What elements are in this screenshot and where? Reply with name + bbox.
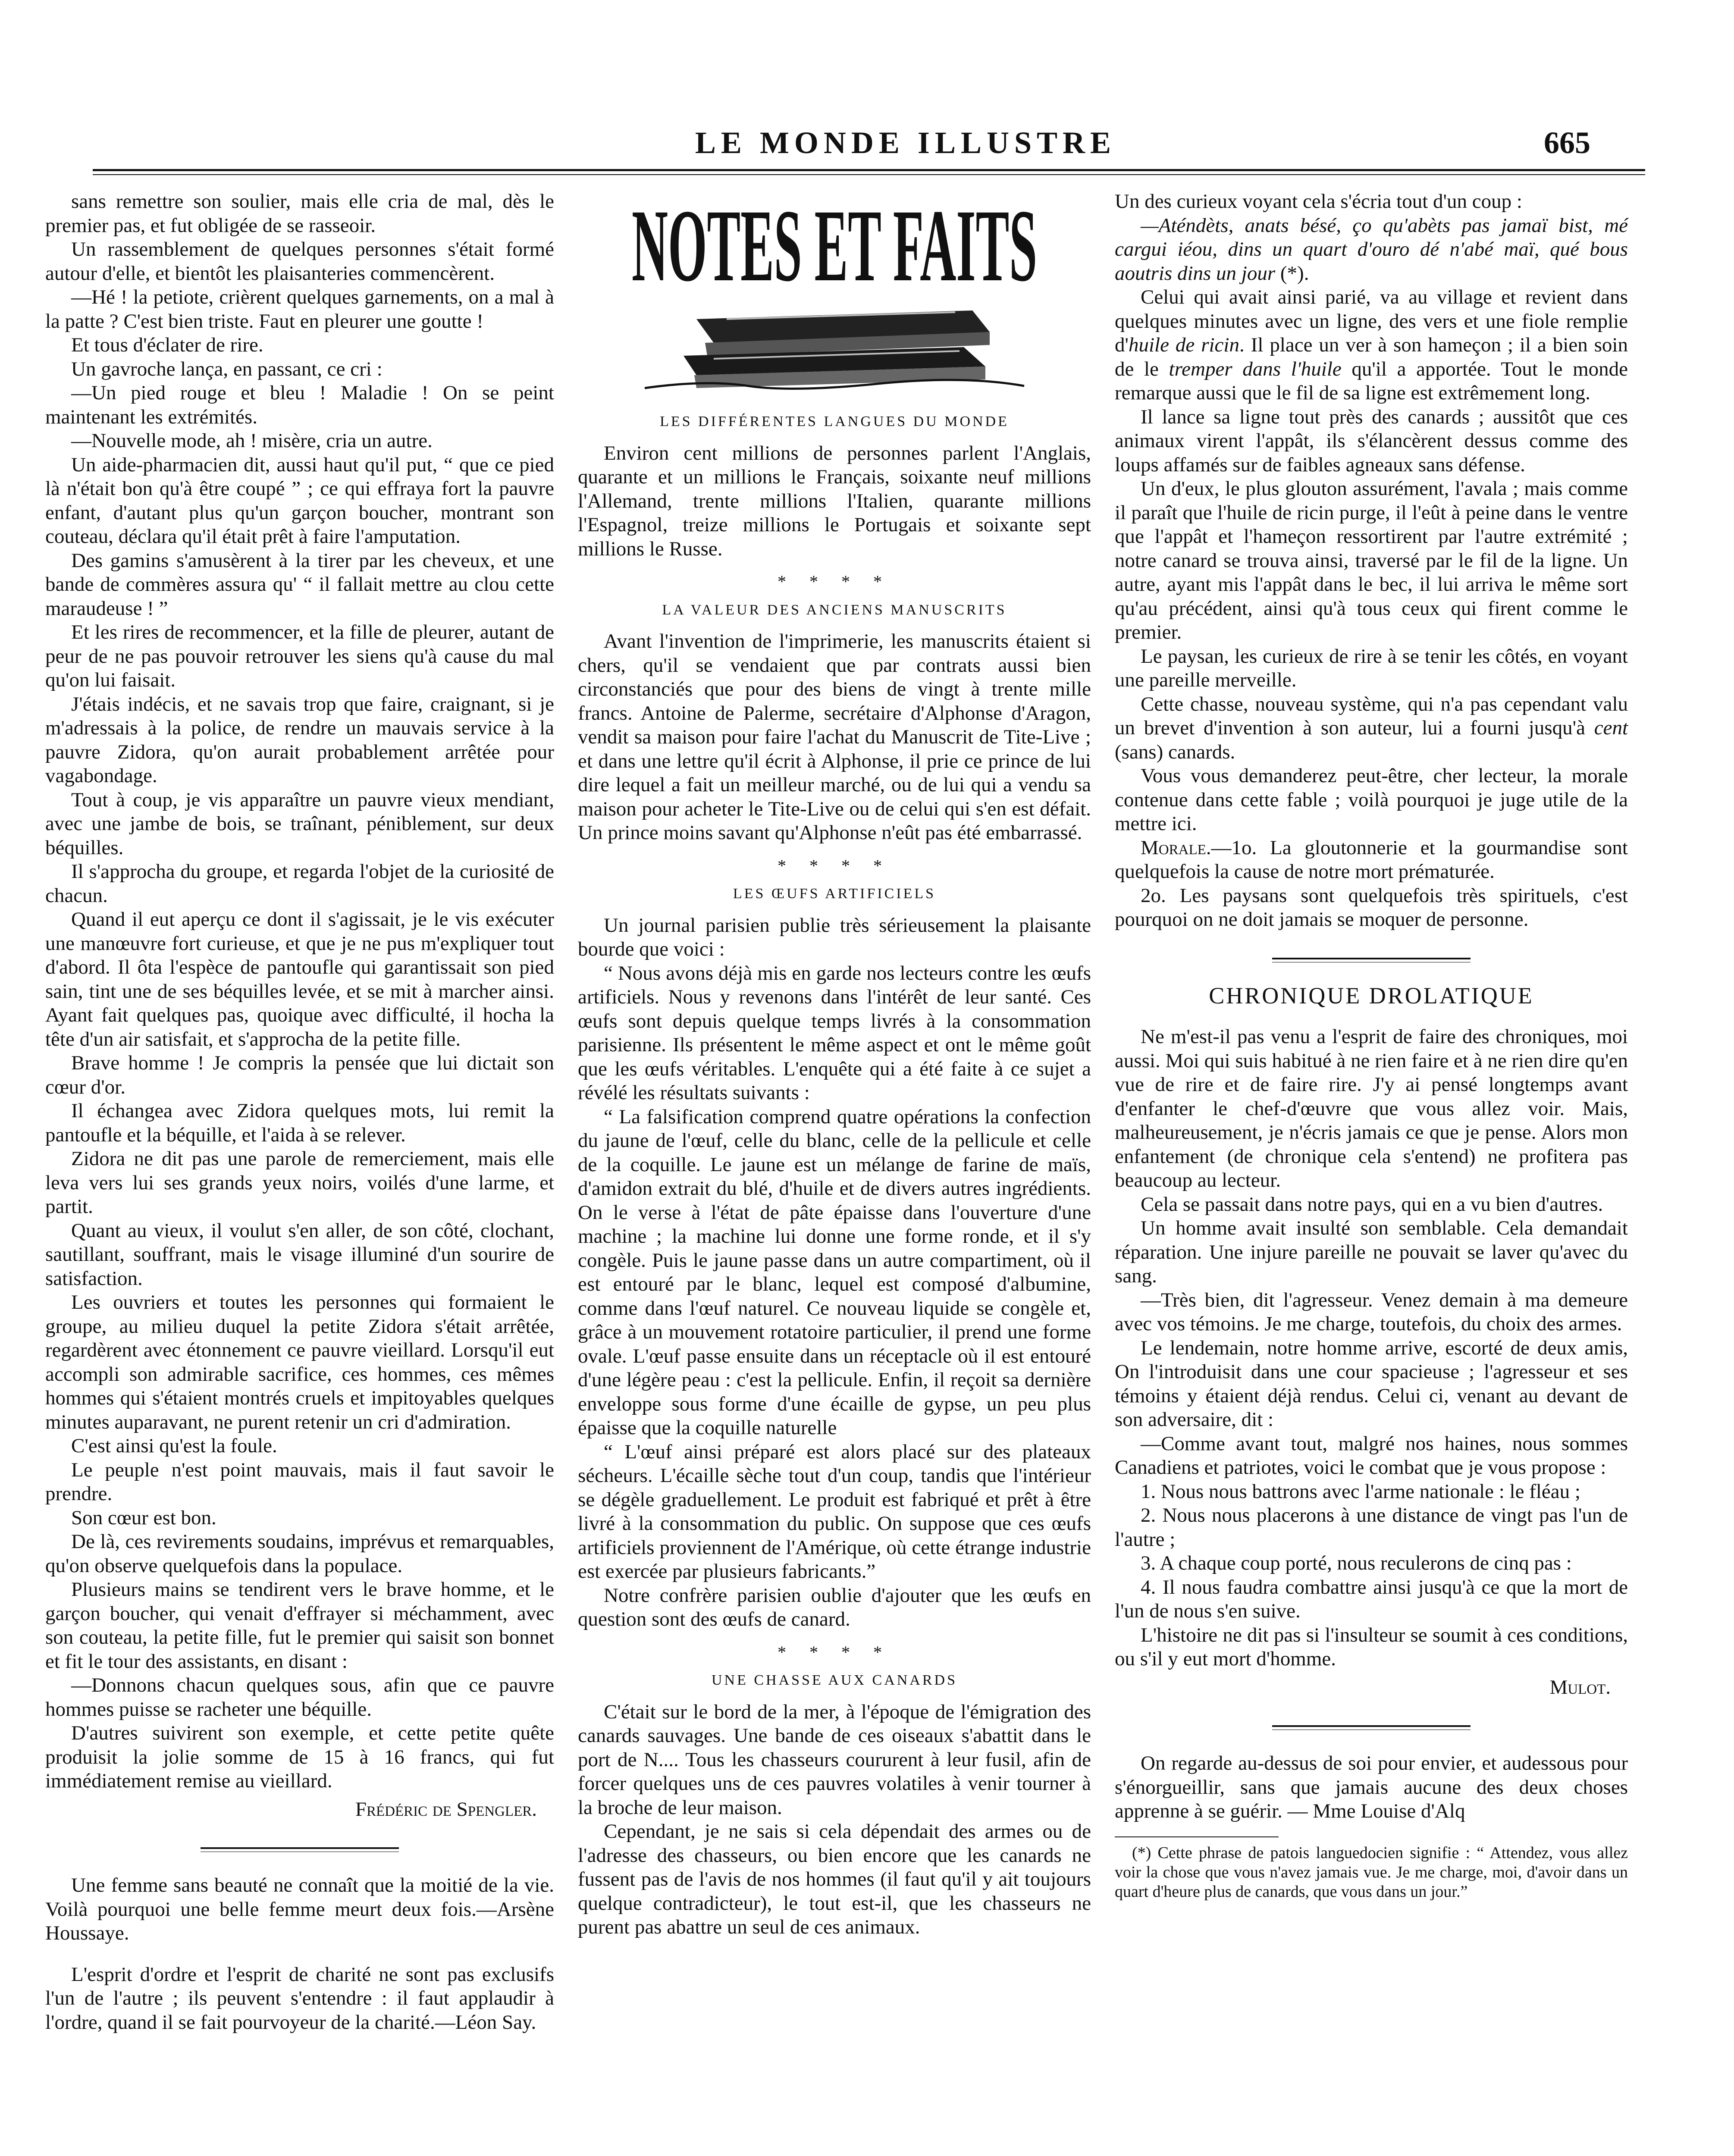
paragraph: Un journal parisien publie très sérieusement la plaisante bourde que voici : [578, 914, 1091, 960]
paragraph: Un homme avait insulté son semblable. Cela demandait réparation. Une injure pareille ne pouvait se laver qu'avec du sang. [1115, 1217, 1628, 1287]
section-separator [1272, 1725, 1471, 1730]
patois-text: —Aténdèts, anats bésé, ço qu'abèts pas jamaï bist, mé cargui iéou, dins un quart d'ouro dé n'abé maï, qué bous aoutris dins un jour [1115, 214, 1628, 285]
paragraph: Ne m'est-il pas venu a l'esprit de faire des chroniques, moi aussi. Moi qui suis habitué à ne rien faire et à ne rien dire qu'en vue de rire et de faire rire. J'y ai pensé longtemps avant d'enfanter le chef-d'œuvre que vous allez voir. Mais, malheureusement, je n'écris jamais ce que je pense. Alors mon enfantement (de chronique cela s'entend) ne profitera pas beaucoup au lecteur. [1115, 1025, 1628, 1191]
paragraph: L'histoire ne dit pas si l'insulteur se soumit à ces conditions, ou s'il y eut mort d'homme. [1115, 1623, 1628, 1670]
paragraph: Des gamins s'amusèrent à la tirer par les cheveux, et une bande de commères assura qu' “ il fallait mettre au clou cette maraudeuse ! ” [45, 549, 554, 620]
column-1 [45, 190, 554, 2034]
paragraph: 3. A chaque coup porté, nous reculerons de cinq pas : [1141, 1552, 1572, 1574]
paragraph: “ L'œuf ainsi préparé est alors placé sur des plateaux sécheurs. L'écaille sèche tout d'un coup, tandis que l'intérieur se dégèle graduellement. Le produit est fabriqué et prêt à être livré à la consommation du public. On suppose que ces œufs artificiels proviennent de l'Amérique, où cette étrange industrie est exercée par plusieurs fabricants.” [578, 1440, 1091, 1583]
chronique-paragraphs [1115, 1025, 1628, 1671]
column-2 [578, 190, 1091, 1940]
footnote-text: (*) Cette phrase de patois languedocien signifie : “ Attendez, vous allez voir la chose que vous n'avez jamais vue. Je me charge, moi, d'avoir dans un quart d'heure plus de canards, que vous dans un jour.” [1115, 1843, 1628, 1901]
paragraph: C'était sur le bord de la mer, à l'époque de l'émigration des canards sauvages. Une bande de ces oiseaux s'abattit dans le port de N.... Tous les chasseurs coururent à leur fusil, afin de forcer quelques uns de ces pauvres volatiles à venir tourner à la broche de leur maison. [578, 1700, 1091, 1819]
header-rule [93, 169, 1645, 171]
text-run: (sans) canards. [1115, 740, 1235, 763]
ricin-paragraph [1115, 285, 1628, 405]
paragraph: Le lendemain, notre homme arrive, escorté de deux amis, On l'introduisit dans une cour spacieuse ; l'agresseur et ses témoins y étaient déjà rendus. Celui ci, venant au devant de son adversaire, dit : [1115, 1336, 1628, 1431]
paragraph: Un d'eux, le plus glouton assurément, l'avala ; mais comme il paraît que l'huile de ricin purge, il l'eût à peine dans le ventre que l'appât et l'hameçon ressortirent par l'autre extrémité ; notre canard se trouva ainsi, traversé par le fil de la ligne. Un autre, ayant mis l'appât dans le bec, il lui arriva le même sort qu'au précédent, ainsi qu'à tous ceux qui firent comme le premier. [1115, 477, 1628, 643]
paragraph: Notre confrère parisien oublie d'ajouter que les œufs en question sont des œufs de canard. [578, 1584, 1091, 1630]
notes-sections [578, 410, 1091, 1940]
reader-paragraphs [1115, 764, 1628, 836]
paragraph: Le peuple n'est point mauvais, mais il faut savoir le prendre. [45, 1458, 554, 1505]
paragraph: 4. Il nous faudra combattre ainsi jusqu'à ce que la mort de l'un de nous s'en suive. [1115, 1576, 1628, 1622]
chronique-signature: Mulot. [1549, 1676, 1611, 1698]
paragraph: —Comme avant tout, malgré nos haines, nous sommes Canadiens et patriotes, voici le combat que je vous propose : [1115, 1432, 1628, 1479]
text-run: qu'il a apportée. Tout le monde remarque aussi que le fil de sa ligne est extrêmement long. [1115, 357, 1628, 404]
paragraph: Quant au vieux, il voulut s'en aller, de son côté, clochant, sautillant, souffrant, mais le visage illuminé d'un sourire de satisfaction. [45, 1219, 554, 1290]
paragraph: Et les rires de recommencer, et la fille de pleurer, autant de peur de ne pas pouvoir retrouver les siens qu'à cause du mal qu'on lui faisait. [45, 621, 554, 691]
story-signature: Frédéric de Spengler. [355, 1798, 537, 1821]
paragraph: 2. Nous nous placerons à une distance de vingt pas l'un de l'autre ; [1115, 1504, 1628, 1551]
paragraph: —Un pied rouge et bleu ! Maladie ! On se peint maintenant les extrémités. [45, 382, 554, 428]
paragraph: Tout à coup, je vis apparaître un pauvre vieux mendiant, avec une jambe de bois, se traînant, péniblement, sur deux béquilles. [45, 788, 554, 859]
paragraph: Plusieurs mains se tendirent vers le brave homme, et le garçon boucher, qui venait d'effrayer si méchamment, avec son couteau, la petite fille, fut le premier qui saisit son bonnet et fit le tour des assistants, en disant : [45, 1578, 554, 1673]
morale-label: Morale. [1141, 836, 1211, 859]
maxim-houssaye: Une femme sans beauté ne connaît que la moitié de la vie. Voilà pourquoi une belle femme meurt deux fois.—Arsène Houssaye. [45, 1874, 554, 1944]
section-separator [201, 1847, 399, 1852]
text-run-italic: tremper dans l'huile [1169, 357, 1342, 380]
paragraph: Brave homme ! Je compris la pensée que lui dictait son cœur d'or. [45, 1052, 554, 1098]
stacked-books-illustration [619, 190, 1050, 392]
footnote-rule [1115, 1836, 1279, 1837]
paragraph: Son cœur est bon. [71, 1506, 216, 1529]
maxim-say: L'esprit d'ordre et l'esprit de charité ne sont pas exclusifs l'un de l'autre ; ils peuvent s'entendre : il faut applaudir à l'ordre, quand il se fait pourvoyeur de la charité.—Léon Say. [45, 1963, 554, 2034]
paragraph: Zidora ne dit pas une parole de remerciement, mais elle leva vers lui ses grands yeux noirs, voilés d'une larme, et partit. [45, 1147, 554, 1218]
text-run-italic: huile de ricin [1128, 334, 1239, 356]
story-paragraphs [45, 190, 554, 1793]
paragraph: Cependant, je ne sais si cela dépendait des armes ou de l'adresse des chasseurs, ou bien encore que les canards ne fussent pas de l'avis de nos hommes (il faut qu'il y ait toujours quelque contradicteur), le tout est-il, que les chasseurs ne purent pas abattre un seul de ces animaux. [578, 1820, 1091, 1938]
text-run: . Il place un ver à son hameçon ; il a bien soin de le [1115, 334, 1628, 380]
morale-1 [1115, 836, 1628, 884]
paragraph: Environ cent millions de personnes parlent l'Anglais, quarante et un millions le Français, soixante neuf millions l'Allemand, trente millions l'Italien, quarante millions l'Espagnol, treize millions le Portugais et soixante sept millions le Russe. [578, 442, 1091, 560]
paragraph: J'étais indécis, et ne savais trop que faire, craignant, si je m'adressais à la police, de rendre un mauvais service à la pauvre Zidora, qu'on aurait probablement arrêtée pour vagabondage. [45, 693, 554, 787]
section-separator [1272, 958, 1471, 962]
header-rule-thin [93, 174, 1645, 175]
footnote-mark: (*). [1275, 262, 1309, 285]
section-heading: LES ŒUFS ARTIFICIELS [733, 886, 936, 902]
page-number: 665 [1544, 125, 1590, 160]
paragraph: —Hé ! la petiote, crièrent quelques garnements, on a mal à la patte ? C'est bien triste. Faut en pleurer une goutte ! [45, 286, 554, 332]
duck-paragraphs [1115, 405, 1628, 693]
section-heading: LA VALEUR DES ANCIENS MANUSCRITS [662, 602, 1007, 618]
stars-separator: * * * * [778, 572, 891, 591]
paragraph: Et tous d'éclater de rire. [71, 334, 263, 356]
paragraph: Un gavroche lança, en passant, ce cri : [71, 357, 383, 380]
text-run-italic: cent [1594, 717, 1628, 739]
patois-quote [1115, 214, 1628, 286]
paragraph: De là, ces revirements soudains, imprévus et remarquables, qu'on observe quelquefois dans la populace. [45, 1530, 554, 1577]
paragraph: Il s'approcha du groupe, et regarda l'objet de la curiosité de chacun. [45, 860, 554, 907]
paragraph: —Donnons chacun quelques sous, afin que ce pauvre hommes puisse se racheter une béquille. [45, 1674, 554, 1720]
column-3 [1115, 190, 1628, 1902]
text-run: Cette chasse, nouveau système, qui n'a pas cependant valu un brevet d'invention à son auteur, lui a fourni jusqu'à [1115, 693, 1628, 739]
paragraph: Un rassemblement de quelques personnes s'était formé autour d'elle, et bientôt les plaisanteries commencèrent. [45, 238, 554, 285]
paragraph: D'autres suivirent son exemple, et cette petite quête produisit la jolie somme de 15 à 16 francs, qui fut immédiatement remise au vieillard. [45, 1722, 554, 1792]
paragraph: Il lance sa ligne tout près des canards ; aussitôt que ces animaux virent l'appât, ils s'élancèrent dessus comme des loups affamés sur de faibles agneaux sans défense. [1115, 405, 1628, 476]
notes-et-faits-logo [619, 190, 1050, 392]
curious-intro: Un des curieux voyant cela s'écria tout d'un coup : [1115, 190, 1522, 213]
paragraph: Le paysan, les curieux de rire à se tenir les côtés, en voyant une pareille merveille. [1115, 645, 1628, 691]
paragraph: Cela se passait dans notre pays, qui en a vu bien d'autres. [1141, 1193, 1603, 1216]
paragraph: Quand il eut aperçu ce dont il s'agissait, je le vis exécuter une manœuvre fort curieuse, et que je ne pus m'expliquer tout d'abord. Il ôta l'espèce de pantoufle qui garantissait son pied sain, tint une de ses béquilles levée, et se mit à marcher ainsi. Ayant fait quelques pas, quoique avec difficulté, il hocha la tête d'un air satisfait, et s'approcha de la petite fille. [45, 908, 554, 1050]
chronique-title: CHRONIQUE DROLATIQUE [1209, 982, 1534, 1009]
section-heading: LES DIFFÉRENTES LANGUES DU MONDE [660, 414, 1009, 429]
logo-lettering: NOTES ET FAITS [632, 190, 1037, 303]
paragraph: C'est ainsi qu'est la foule. [71, 1435, 277, 1457]
paragraph: Vous vous demanderez peut-être, cher lecteur, la morale contenue dans cette fable ; voilà pourquoi je juge utile de la mettre ici. [1115, 765, 1628, 835]
paragraph: —Nouvelle mode, ah ! misère, cria un autre. [71, 429, 433, 452]
paragraph: Il échangea avec Zidora quelques mots, lui remit la pantoufle et la béquille, et l'aida à se relever. [45, 1100, 554, 1146]
stars-separator: * * * * [778, 856, 891, 875]
footnote [1115, 1843, 1628, 1902]
stars-separator: * * * * [778, 1642, 891, 1662]
text-run: —1o. La gloutonnerie et la gourmandise sont quelquefois la cause de notre mort prématurée. [1115, 836, 1628, 883]
paragraph: “ Nous avons déjà mis en garde nos lecteurs contre les œufs artificiels. Nous y revenons dans l'intérêt de leur santé. Ces œufs sont depuis quelque temps livrés à la consommation parisienne. Ils présentent le même aspect et ont le même goût que les œufs véritables. L'enquête qui a été faite à ce sujet a révélé les résultats suivants : [578, 962, 1091, 1104]
paragraph: sans remettre son soulier, mais elle cria de mal, dès le premier pas, et fut obligée de se rasseoir. [45, 190, 554, 237]
paragraph: Un aide-pharmacien dit, aussi haut qu'il put, “ que ce pied là n'était bon qu'à être coupé ” ; ce qui effraya fort la pauvre enfant, d'autant plus qu'un garçon boucher, montrant son couteau, déclara qu'il était prêt à faire l'amputation. [45, 453, 554, 548]
chasse-paragraph [1115, 693, 1628, 765]
text-run: Celui qui avait ainsi parié, va au village et revient dans quelques minutes avec un ligne, des vers et une fiole remplie d' [1115, 286, 1628, 356]
paragraph: Avant l'invention de l'imprimerie, les manuscrits étaient si chers, qu'il se vendaient que par contrats aussi bien circonstanciés que pour des biens de vingt à trente mille francs. Antoine de Palerme, secrétaire d'Alphonse d'Aragon, vendit sa maison pour faire l'achat du Manuscrit de Tite-Live ; et dans une lettre qu'il écrit à Alphonse, il prie ce prince de lui dire lequel a fait un meilleur marché, ou de lui qui a vendu sa maison pour acheter le Tite-Live ou de celui qui s'en est défait. Un prince moins savant qu'Alphonse n'eût pas été embarrassé. [578, 630, 1091, 844]
paragraph: —Très bien, dit l'agresseur. Venez demain à ma demeure avec vos témoins. Je me charge, toutefois, du choix des armes. [1115, 1288, 1628, 1335]
closing-maxim: On regarde au-dessus de soi pour envier, et audessous pour s'énorgueillir, sans que jamais aucune des deux choses apprenne à se guérir. — Mme Louise d'Alq [1115, 1752, 1628, 1822]
section-heading: UNE CHASSE AUX CANARDS [711, 1672, 957, 1688]
paragraph: Les ouvriers et toutes les personnes qui formaient le groupe, au milieu duquel la petite Zidora s'était arrêtée, regardèrent avec étonnement ce pauvre vieillard. Lorsqu'il eut accompli son admirable sacrifice, ces hommes, ces mêmes hommes qui s'étaient montrés cruels et impitoyables quelques minutes auparavant, ne purent retenir un cri d'admiration. [45, 1291, 554, 1433]
morale-2: 2o. Les paysans sont quelquefois très spirituels, c'est pourquoi on ne doit jamais se moquer de personne. [1115, 884, 1628, 931]
masthead-title: LE MONDE ILLUSTRE [695, 125, 1116, 160]
paragraph: “ La falsification comprend quatre opérations la confection du jaune de l'œuf, celle du blanc, celle de la pellicule et celle de la coquille. Le jaune est un mélange de farine de maïs, d'amidon extrait du blé, d'huile et de divers autres ingrédients. On le verse à l'état de pâte épaisse dans l'ouverture d'une machine ; la machine lui donne une forme ronde, et il s'y congèle. Puis le jaune passe dans un autre compartiment, où il est entouré par le blanc, lequel est composé d'albumine, comme dans l'œuf naturel. Ce nouveau liquide se congèle et, grâce à un mouvement rotatoire particulier, il prend une forme ovale. L'œuf passe ensuite dans un réceptacle où il est entouré d'une légère peau : c'est la pellicule. Enfin, il reçoit sa dernière enveloppe sous forme d'une écaille de gypse, un peu plus épaisse que la coquille naturelle [578, 1105, 1091, 1439]
paragraph: 1. Nous nous battrons avec l'arme nationale : le fléau ; [1141, 1480, 1580, 1503]
